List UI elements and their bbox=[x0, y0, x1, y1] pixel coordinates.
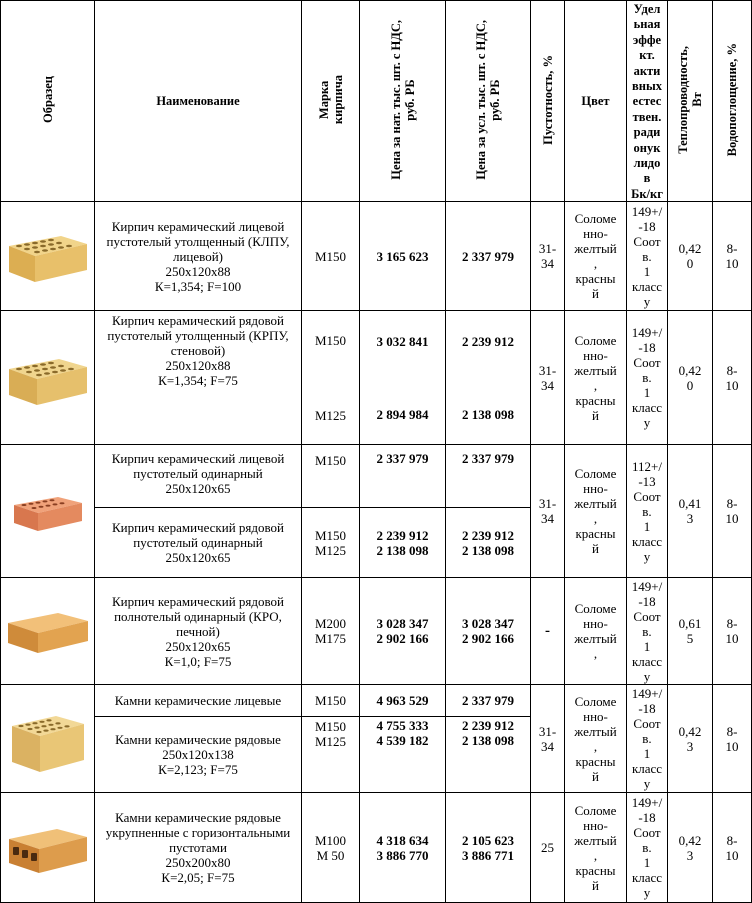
header-color: Цвет bbox=[565, 1, 627, 202]
header-name: Наименование bbox=[95, 1, 302, 202]
porosity: 31- 34 bbox=[531, 202, 565, 311]
header-radio: Удел ьная эффе кт. акти вных естес твен. ради онук лидо в Бк/кг bbox=[627, 1, 668, 202]
table-row bbox=[1, 445, 752, 508]
price-nat: 4 963 529 bbox=[360, 685, 446, 717]
table-row bbox=[1, 311, 752, 445]
price-nat: 3 165 623 bbox=[360, 202, 446, 311]
header-price-nat: Цена за нат. тыс. шт. с НДС, руб. РБ bbox=[360, 1, 446, 202]
radionuclide: 149+/ -18 Соот в. 1 класс у bbox=[627, 685, 668, 793]
price-nat-b: 2 894 984 bbox=[376, 406, 429, 422]
conductivity: 0,42 0 bbox=[668, 202, 713, 311]
brick-mark-a: М150 bbox=[314, 332, 347, 348]
sample-cell bbox=[1, 311, 95, 445]
conductivity: 0,42 3 bbox=[668, 793, 713, 903]
brick-mark: М100 М 50 bbox=[302, 793, 360, 903]
product-name: Кирпич керамический лицевой пустотелый одинарный 250х120х65 bbox=[95, 445, 302, 508]
ceramic-block-horizontal-icon bbox=[5, 817, 91, 879]
price-nat: 4 318 634 3 886 770 bbox=[360, 793, 446, 903]
water-absorption: 8- 10 bbox=[713, 445, 752, 578]
conductivity: 0,42 3 bbox=[668, 685, 713, 793]
brick-mark bbox=[302, 311, 360, 445]
color: Соломе нно- желтый , красны й bbox=[565, 202, 627, 311]
radionuclide: 149+/ -18 Соот в. 1 класс у bbox=[627, 311, 668, 445]
product-name: Кирпич керамический рядовой пустотелый утолщенный (КРПУ, стеновой) 250х120х88 К=1,354; F=75 bbox=[95, 311, 302, 445]
porosity: 31- 34 bbox=[531, 685, 565, 793]
conductivity: 0,41 3 bbox=[668, 445, 713, 578]
price-nat: 2 337 979 bbox=[360, 445, 446, 508]
color: Соломе нно- желтый , красны й bbox=[565, 445, 627, 578]
price-usl bbox=[446, 311, 531, 445]
porosity: 31- 34 bbox=[531, 445, 565, 578]
price-usl: 2 239 912 2 138 098 bbox=[446, 508, 531, 578]
price-nat: 3 028 347 2 902 166 bbox=[360, 578, 446, 685]
brick-mark-b: М125 bbox=[314, 407, 347, 423]
color: Соломе нно- желтый , bbox=[565, 578, 627, 685]
header-row bbox=[1, 1, 752, 202]
radionuclide: 149+/ -18 Соот в. 1 класс у bbox=[627, 793, 668, 903]
color: Соломе нно- желтый , красны й bbox=[565, 311, 627, 445]
price-nat: 2 239 912 2 138 098 bbox=[360, 508, 446, 578]
header-water: Водопоглощение, % bbox=[713, 1, 752, 202]
sample-cell bbox=[1, 445, 95, 578]
brick-hollow-yellow-icon bbox=[5, 224, 91, 288]
porosity: 25 bbox=[531, 793, 565, 903]
header-sample: Образец bbox=[1, 1, 95, 202]
brick-solid-icon bbox=[4, 601, 92, 661]
brick-hollow-yellow-icon bbox=[5, 345, 91, 411]
brick-mark: М200 М175 bbox=[302, 578, 360, 685]
table-row bbox=[1, 685, 752, 717]
product-name: Кирпич керамический лицевой пустотелый утолщенный (КЛПУ, лицевой) 250х120х88 К=1,354; F=100 bbox=[95, 202, 302, 311]
color: Соломе нно- желтый , красны й bbox=[565, 793, 627, 903]
conductivity: 0,42 0 bbox=[668, 311, 713, 445]
sample-cell bbox=[1, 793, 95, 903]
table-row bbox=[1, 578, 752, 685]
radionuclide: 149+/ -18 Соот в. 1 класс у bbox=[627, 202, 668, 311]
brick-mark: М150 М125 bbox=[302, 717, 360, 793]
price-nat-a: 3 032 841 bbox=[376, 333, 429, 349]
ceramic-block-icon bbox=[8, 702, 88, 776]
price-usl: 3 028 347 2 902 166 bbox=[446, 578, 531, 685]
product-name: Кирпич керамический рядовой пустотелый одинарный 250х120х65 bbox=[95, 508, 302, 578]
price-usl-b: 2 138 098 bbox=[462, 406, 514, 422]
product-name: Камни керамические рядовые 250х120х138 К=2,123; F=75 bbox=[95, 717, 302, 793]
product-name: Камни керамические рядовые укрупненные с горизонтальными пустотами 250х200х80 К=2,05; F=75 bbox=[95, 793, 302, 903]
table-row bbox=[1, 793, 752, 903]
water-absorption: 8- 10 bbox=[713, 685, 752, 793]
water-absorption: 8- 10 bbox=[713, 311, 752, 445]
price-nat: 4 755 333 4 539 182 bbox=[360, 717, 446, 793]
price-usl: 2 337 979 bbox=[446, 685, 531, 717]
sample-cell bbox=[1, 202, 95, 311]
price-usl: 2 337 979 bbox=[446, 445, 531, 508]
sample-cell bbox=[1, 685, 95, 793]
price-usl-a: 2 239 912 bbox=[462, 333, 514, 349]
product-name: Кирпич керамический рядовой полнотелый одинарный (КРО, печной) 250х120х65 К=1,0; F=75 bbox=[95, 578, 302, 685]
price-usl: 2 239 912 2 138 098 bbox=[446, 717, 531, 793]
radionuclide: 112+/ -13 Соот в. 1 класс у bbox=[627, 445, 668, 578]
color: Соломе нно- желтый , красны й bbox=[565, 685, 627, 793]
brick-hollow-red-icon bbox=[10, 483, 86, 539]
water-absorption: 8- 10 bbox=[713, 793, 752, 903]
price-usl: 2 337 979 bbox=[446, 202, 531, 311]
brick-mark: М150 bbox=[302, 202, 360, 311]
table-row bbox=[1, 202, 752, 311]
sample-cell bbox=[1, 578, 95, 685]
price-nat bbox=[360, 311, 446, 445]
product-name: Камни керамические лицевые bbox=[95, 685, 302, 717]
water-absorption: 8- 10 bbox=[713, 202, 752, 311]
conductivity: 0,61 5 bbox=[668, 578, 713, 685]
water-absorption: 8- 10 bbox=[713, 578, 752, 685]
brick-mark: М150 М125 bbox=[302, 508, 360, 578]
header-price-usl: Цена за усл. тыс. шт. с НДС, руб. РБ bbox=[446, 1, 531, 202]
porosity: - bbox=[531, 578, 565, 685]
price-usl: 2 105 623 3 886 771 bbox=[446, 793, 531, 903]
header-conductivity: Теплопроводность, Вт bbox=[668, 1, 713, 202]
header-porosity: Пустотность, % bbox=[531, 1, 565, 202]
radionuclide: 149+/ -18 Соот в. 1 класс у bbox=[627, 578, 668, 685]
brick-mark: М150 bbox=[302, 685, 360, 717]
porosity: 31- 34 bbox=[531, 311, 565, 445]
brick-mark: М150 bbox=[302, 445, 360, 508]
header-mark: Марка кирпича bbox=[302, 1, 360, 202]
